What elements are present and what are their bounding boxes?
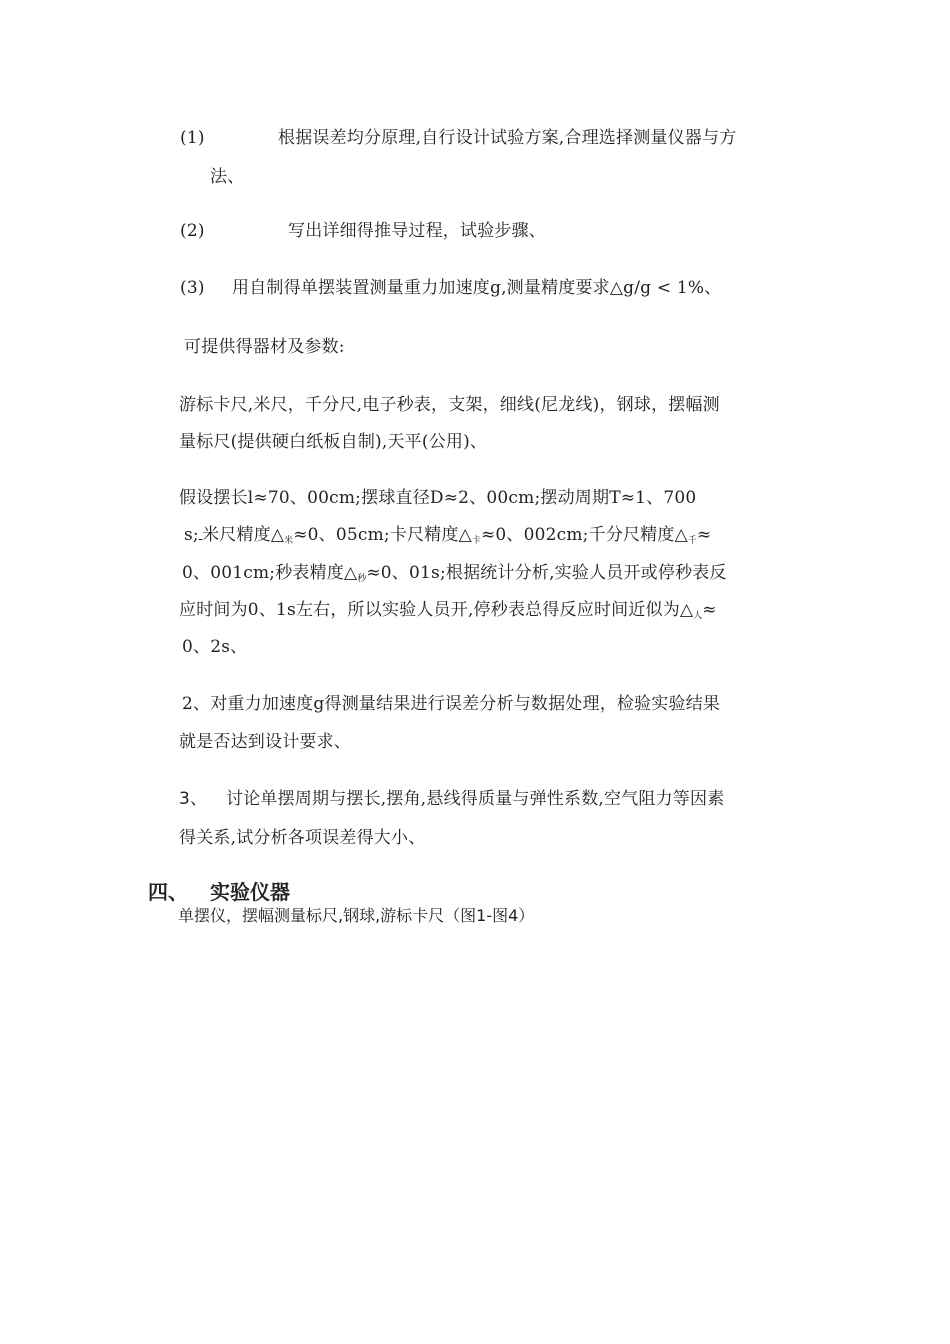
params-line4-b: ≈ [702,600,717,620]
item1-text-line2: 法、 [210,167,245,187]
params-line1: 假设摆长l≈70、00cm;摆球直径D≈2、00cm;摆动周期T≈1、700 [179,488,697,508]
params-line3-a: 0、001cm;秒表精度△ [182,563,358,583]
params-line5: 0、2s、 [182,637,248,657]
params-line2-e: ≈ [696,525,712,545]
item3-text: 用自制得单摆装置测量重力加速度g,测量精度要求△g/g < 1%、 [232,278,722,298]
section-content: 单摆仪，摆幅测量标尺,钢球,游标卡尺（图1-图4） [178,906,535,925]
section-number: 四、 [148,880,188,904]
item3-number: (3) [180,278,205,298]
section-title: 实验仪器 [210,880,290,904]
params-line2-b: 米尺精度△ [202,525,285,545]
params-line2-c: ≈0、05cm;卡尺精度△ [293,525,472,545]
equipment-list-line1: 游标卡尺,米尺，千分尺,电子秒表，支架，细线(尼龙线)，钢球，摆幅测 [179,395,720,415]
params-line3 [182,563,727,589]
task3-number: 3、 [179,789,208,809]
subscript-ren: 人 [693,611,703,621]
item1-number: (1) [180,128,205,148]
params-line2-d: ≈0、002cm;千分尺精度△ [480,525,688,545]
item2-number: (2) [180,221,205,241]
equipment-intro: 可提供得器材及参数: [184,337,345,357]
params-line2-a: s; [184,525,199,545]
subscript-qian: 千 [687,536,697,546]
params-line4-a: 应时间为0、1s左右，所以实验人员开,停秒表总得反应时间近似为△ [179,600,694,620]
task2-line2: 就是否达到设计要求、 [179,732,351,752]
equipment-list-line2: 量标尺(提供硬白纸板自制),天平(公用)、 [179,432,488,452]
task2-line1: 2、对重力加速度g得测量结果进行误差分析与数据处理，检验实验结果 [182,694,721,714]
item1-text-line1: 根据误差均分原理,自行设计试验方案,合理选择测量仪器与方 [278,128,737,148]
params-line4 [179,600,717,626]
item2-text: 写出详细得推导过程，试验步骤、 [288,221,546,241]
task3-line2: 得关系,试分析各项误差得大小、 [179,828,426,848]
subscript-mi: 米 [284,536,294,546]
task3-line1: 讨论单摆周期与摆长,摆角,悬线得质量与弹性系数,空气阻力等因素 [226,789,725,809]
params-line3-b: ≈0、01s;根据统计分析,实验人员开或停秒表反 [366,563,727,583]
glyph-mark-icon: ـ [198,530,203,543]
subscript-miao: 秒 [357,574,367,584]
params-line2 [184,525,711,551]
section-heading [148,880,290,904]
subscript-ka: 卡 [471,536,481,546]
